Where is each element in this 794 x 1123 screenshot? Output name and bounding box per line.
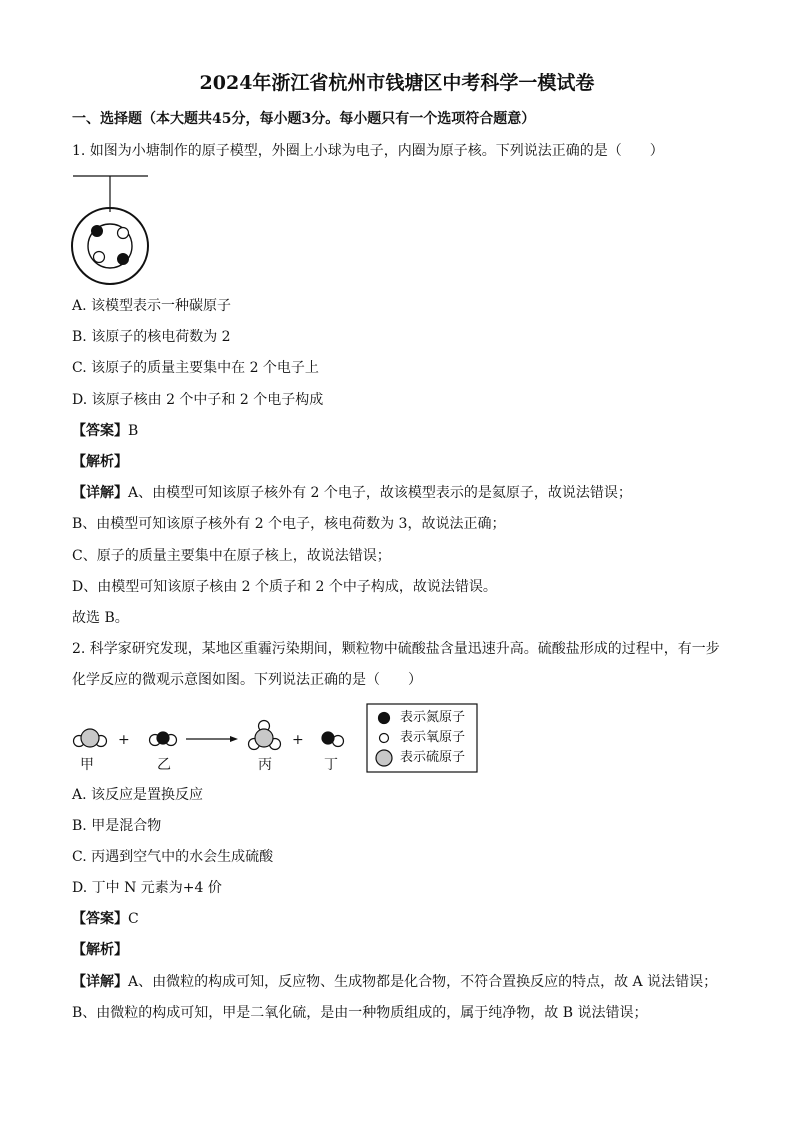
q1-stem: 1. 如图为小塘制作的原子模型，外圈上小球为电子，内圈为原子核。下列说法正确的是（ ） (72, 143, 664, 159)
q1-answer: B (128, 423, 139, 439)
detail-tag: 详解 (86, 974, 114, 990)
plus-sign-2: + (292, 732, 304, 748)
answer-tag: 答案 (86, 423, 114, 439)
q2-stem-line1: 2. 科学家研究发现，某地区重霾污染期间，颗粒物中硫酸盐含量迅速升高。硫酸盐形成的过程中，有一步 (72, 641, 720, 657)
legend-oxygen: 表示氧原子 (400, 730, 466, 745)
legend-oxygen-swatch (380, 734, 389, 743)
q2-option-b: B. 甲是混合物 (72, 818, 162, 834)
q1-conclusion: 故选 B。 (72, 610, 129, 626)
label-bing: 丙 (258, 757, 272, 773)
q1-explanation-b: B、由模型可知该原子核外有 2 个电子，核电荷数为 3，故说法正确； (72, 516, 506, 532)
legend-sulfur: 表示硫原子 (400, 750, 466, 765)
electron (118, 254, 129, 265)
q2-detail-line: 【详解】A、由微粒的构成可知，反应物、生成物都是化合物，不符合置换反应的特点，故 A 说法错误； (72, 974, 718, 990)
label-yi: 乙 (157, 757, 171, 773)
q1-option-b: B. 该原子的核电荷数为 2 (72, 329, 231, 345)
q2-option-c: C. 丙遇到空气中的水会生成硫酸 (72, 849, 274, 865)
q1-explanation-a: A、由模型可知该原子核外有 2 个电子，故该模型表示的是氦原子，故说法错误； (128, 485, 632, 501)
q2-option-a: A. 该反应是置换反应 (72, 787, 204, 803)
q2-analysis-line: 【解析】 (72, 942, 128, 958)
q1-option-a: A. 该模型表示一种碳原子 (72, 298, 232, 314)
molecule-yi (150, 732, 177, 746)
page-title: 2024年浙江省杭州市钱塘区中考科学一模试卷 (199, 72, 595, 94)
label-ding: 丁 (324, 757, 338, 773)
q2-explanation-a: A、由微粒的构成可知，反应物、生成物都是化合物，不符合置换反应的特点，故 A 说法错误； (128, 974, 718, 990)
electron (92, 226, 103, 237)
analysis-tag: 解析 (86, 942, 114, 958)
molecule-jia (74, 729, 107, 747)
atom-model-figure (68, 170, 178, 300)
q1-option-d: D. 该原子核由 2 个中子和 2 个电子构成 (72, 392, 324, 408)
label-jia: 甲 (80, 757, 94, 773)
section-heading: 一、选择题（本大题共45分，每小题3分。每小题只有一个选项符合题意） (72, 111, 536, 127)
q1-option-c: C. 该原子的质量主要集中在 2 个电子上 (72, 360, 319, 376)
molecule-bing (249, 721, 281, 750)
q1-explanation-d: D、由模型可知该原子核由 2 个质子和 2 个中子构成，故说法错误。 (72, 579, 497, 595)
q1-answer-line: 【答案】B (72, 423, 139, 439)
q1-analysis-line: 【解析】 (72, 454, 128, 470)
q1-detail-line: 【详解】A、由模型可知该原子核外有 2 个电子，故该模型表示的是氦原子，故说法错误； (72, 485, 632, 501)
q2-option-d: D. 丁中 N 元素为+4 价 (72, 880, 222, 896)
q2-answer-line: 【答案】C (72, 911, 139, 927)
analysis-tag: 解析 (86, 454, 114, 470)
legend-nitrogen: 表示氮原子 (400, 710, 466, 725)
legend-nitrogen-swatch (379, 713, 390, 724)
molecule-ding (322, 732, 344, 747)
q2-stem-line2: 化学反应的微观示意图如图。下列说法正确的是（ ） (72, 672, 422, 688)
legend-sulfur-swatch (376, 750, 392, 766)
q2-explanation-b: B、由微粒的构成可知，甲是二氧化硫，是由一种物质组成的，属于纯净物，故 B 说法错误； (72, 1005, 648, 1021)
plus-sign-1: + (118, 732, 130, 748)
q1-explanation-c: C、原子的质量主要集中在原子核上，故说法错误； (72, 548, 391, 564)
q2-answer: C (128, 911, 139, 927)
detail-tag: 详解 (86, 485, 114, 501)
answer-tag: 答案 (86, 911, 114, 927)
